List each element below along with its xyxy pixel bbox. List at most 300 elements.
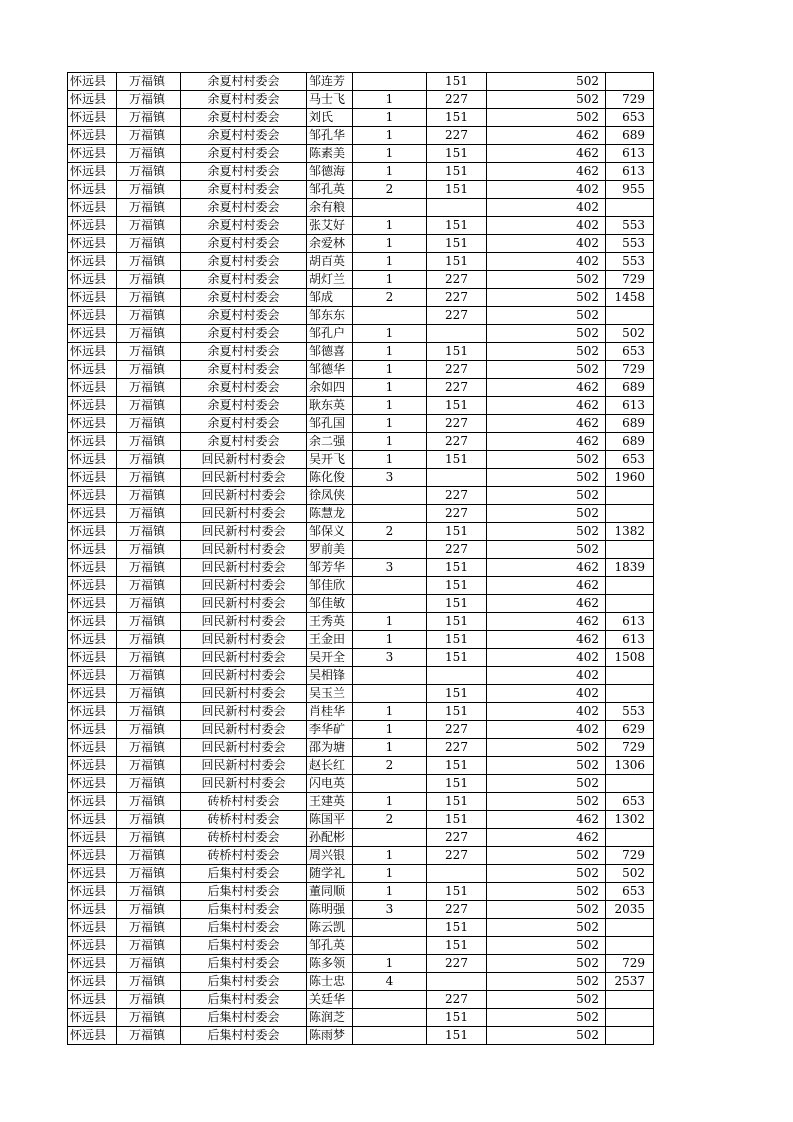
name-cell: 关廷华 bbox=[307, 991, 353, 1009]
table-row bbox=[68, 919, 654, 937]
village-committee-cell: 后集村村委会 bbox=[181, 865, 307, 883]
town-cell: 万福镇 bbox=[117, 217, 181, 235]
table-row bbox=[68, 145, 654, 163]
amount-a-cell: 227 bbox=[427, 379, 487, 397]
table-row bbox=[68, 397, 654, 415]
town-cell: 万福镇 bbox=[117, 937, 181, 955]
total-cell: 689 bbox=[606, 433, 654, 451]
amount-a-cell: 151 bbox=[427, 181, 487, 199]
count-cell: 2 bbox=[353, 181, 427, 199]
village-committee-cell: 回民新村村委会 bbox=[181, 523, 307, 541]
village-committee-cell: 回民新村村委会 bbox=[181, 451, 307, 469]
village-committee-cell: 回民新村村委会 bbox=[181, 487, 307, 505]
amount-a-cell: 151 bbox=[427, 1027, 487, 1045]
table-row bbox=[68, 955, 654, 973]
town-cell: 万福镇 bbox=[117, 757, 181, 775]
name-cell: 邹东东 bbox=[307, 307, 353, 325]
town-cell: 万福镇 bbox=[117, 91, 181, 109]
total-cell bbox=[606, 541, 654, 559]
table-row bbox=[68, 451, 654, 469]
amount-b-cell: 502 bbox=[487, 955, 606, 973]
table-row bbox=[68, 379, 654, 397]
total-cell: 729 bbox=[606, 91, 654, 109]
table-row bbox=[68, 325, 654, 343]
name-cell: 吴开飞 bbox=[307, 451, 353, 469]
amount-a-cell: 151 bbox=[427, 775, 487, 793]
village-committee-cell: 余夏村村委会 bbox=[181, 181, 307, 199]
total-cell: 689 bbox=[606, 127, 654, 145]
count-cell bbox=[353, 505, 427, 523]
total-cell: 729 bbox=[606, 847, 654, 865]
name-cell: 罗前美 bbox=[307, 541, 353, 559]
table-row bbox=[68, 73, 654, 91]
amount-b-cell: 462 bbox=[487, 613, 606, 631]
amount-b-cell: 502 bbox=[487, 973, 606, 991]
town-cell: 万福镇 bbox=[117, 289, 181, 307]
village-committee-cell: 余夏村村委会 bbox=[181, 145, 307, 163]
name-cell: 随学礼 bbox=[307, 865, 353, 883]
table-row bbox=[68, 1009, 654, 1027]
count-cell bbox=[353, 487, 427, 505]
total-cell: 653 bbox=[606, 793, 654, 811]
village-committee-cell: 回民新村村委会 bbox=[181, 559, 307, 577]
village-committee-cell: 余夏村村委会 bbox=[181, 199, 307, 217]
total-cell bbox=[606, 595, 654, 613]
amount-b-cell: 462 bbox=[487, 631, 606, 649]
count-cell: 1 bbox=[353, 433, 427, 451]
total-cell bbox=[606, 1027, 654, 1045]
name-cell: 闪电英 bbox=[307, 775, 353, 793]
amount-b-cell: 402 bbox=[487, 181, 606, 199]
amount-a-cell bbox=[427, 469, 487, 487]
town-cell: 万福镇 bbox=[117, 865, 181, 883]
table-row bbox=[68, 973, 654, 991]
amount-a-cell: 151 bbox=[427, 757, 487, 775]
name-cell: 邹佳欣 bbox=[307, 577, 353, 595]
village-committee-cell: 后集村村委会 bbox=[181, 937, 307, 955]
town-cell: 万福镇 bbox=[117, 361, 181, 379]
table-row bbox=[68, 685, 654, 703]
count-cell: 1 bbox=[353, 847, 427, 865]
name-cell: 吴玉兰 bbox=[307, 685, 353, 703]
county-cell: 怀远县 bbox=[68, 865, 117, 883]
amount-a-cell bbox=[427, 199, 487, 217]
town-cell: 万福镇 bbox=[117, 163, 181, 181]
town-cell: 万福镇 bbox=[117, 793, 181, 811]
count-cell: 2 bbox=[353, 523, 427, 541]
count-cell: 2 bbox=[353, 289, 427, 307]
count-cell bbox=[353, 577, 427, 595]
village-committee-cell: 回民新村村委会 bbox=[181, 631, 307, 649]
amount-b-cell: 402 bbox=[487, 667, 606, 685]
amount-a-cell: 227 bbox=[427, 847, 487, 865]
village-committee-cell: 余夏村村委会 bbox=[181, 433, 307, 451]
count-cell bbox=[353, 595, 427, 613]
amount-b-cell: 502 bbox=[487, 109, 606, 127]
total-cell: 613 bbox=[606, 145, 654, 163]
village-committee-cell: 余夏村村委会 bbox=[181, 361, 307, 379]
village-committee-cell: 后集村村委会 bbox=[181, 919, 307, 937]
amount-b-cell: 402 bbox=[487, 721, 606, 739]
name-cell: 邹德海 bbox=[307, 163, 353, 181]
name-cell: 刘氏 bbox=[307, 109, 353, 127]
amount-b-cell: 502 bbox=[487, 289, 606, 307]
total-cell: 553 bbox=[606, 217, 654, 235]
county-cell: 怀远县 bbox=[68, 199, 117, 217]
county-cell: 怀远县 bbox=[68, 379, 117, 397]
county-cell: 怀远县 bbox=[68, 91, 117, 109]
town-cell: 万福镇 bbox=[117, 1027, 181, 1045]
town-cell: 万福镇 bbox=[117, 325, 181, 343]
name-cell: 陈化俊 bbox=[307, 469, 353, 487]
village-committee-cell: 余夏村村委会 bbox=[181, 91, 307, 109]
count-cell: 1 bbox=[353, 109, 427, 127]
amount-a-cell: 227 bbox=[427, 901, 487, 919]
amount-a-cell: 151 bbox=[427, 145, 487, 163]
town-cell: 万福镇 bbox=[117, 595, 181, 613]
county-cell: 怀远县 bbox=[68, 703, 117, 721]
table-row bbox=[68, 577, 654, 595]
total-cell: 1302 bbox=[606, 811, 654, 829]
table-row bbox=[68, 505, 654, 523]
count-cell: 1 bbox=[353, 397, 427, 415]
name-cell: 余有粮 bbox=[307, 199, 353, 217]
name-cell: 陈慧龙 bbox=[307, 505, 353, 523]
county-cell: 怀远县 bbox=[68, 109, 117, 127]
amount-b-cell: 462 bbox=[487, 127, 606, 145]
total-cell: 653 bbox=[606, 451, 654, 469]
name-cell: 余如四 bbox=[307, 379, 353, 397]
amount-b-cell: 462 bbox=[487, 379, 606, 397]
town-cell: 万福镇 bbox=[117, 379, 181, 397]
name-cell: 邹德喜 bbox=[307, 343, 353, 361]
county-cell: 怀远县 bbox=[68, 811, 117, 829]
total-cell bbox=[606, 199, 654, 217]
town-cell: 万福镇 bbox=[117, 649, 181, 667]
amount-b-cell: 502 bbox=[487, 883, 606, 901]
name-cell: 邹孔英 bbox=[307, 937, 353, 955]
total-cell bbox=[606, 919, 654, 937]
amount-a-cell: 227 bbox=[427, 307, 487, 325]
village-committee-cell: 后集村村委会 bbox=[181, 991, 307, 1009]
name-cell: 徐凤侠 bbox=[307, 487, 353, 505]
amount-b-cell: 462 bbox=[487, 397, 606, 415]
amount-a-cell: 151 bbox=[427, 649, 487, 667]
total-cell: 653 bbox=[606, 109, 654, 127]
total-cell: 553 bbox=[606, 703, 654, 721]
amount-b-cell: 462 bbox=[487, 559, 606, 577]
amount-b-cell: 402 bbox=[487, 253, 606, 271]
amount-a-cell: 227 bbox=[427, 271, 487, 289]
total-cell: 689 bbox=[606, 379, 654, 397]
table-row bbox=[68, 541, 654, 559]
amount-b-cell: 502 bbox=[487, 487, 606, 505]
amount-a-cell: 151 bbox=[427, 613, 487, 631]
county-cell: 怀远县 bbox=[68, 973, 117, 991]
total-cell: 729 bbox=[606, 361, 654, 379]
data-table bbox=[67, 72, 654, 1045]
town-cell: 万福镇 bbox=[117, 847, 181, 865]
county-cell: 怀远县 bbox=[68, 271, 117, 289]
table-row bbox=[68, 343, 654, 361]
village-committee-cell: 后集村村委会 bbox=[181, 973, 307, 991]
county-cell: 怀远县 bbox=[68, 397, 117, 415]
amount-b-cell: 502 bbox=[487, 73, 606, 91]
name-cell: 陈明强 bbox=[307, 901, 353, 919]
count-cell: 1 bbox=[353, 253, 427, 271]
table-row bbox=[68, 415, 654, 433]
count-cell: 3 bbox=[353, 469, 427, 487]
amount-a-cell: 151 bbox=[427, 253, 487, 271]
village-committee-cell: 砖桥村村委会 bbox=[181, 793, 307, 811]
name-cell: 肖桂华 bbox=[307, 703, 353, 721]
village-committee-cell: 余夏村村委会 bbox=[181, 109, 307, 127]
amount-a-cell: 151 bbox=[427, 397, 487, 415]
town-cell: 万福镇 bbox=[117, 829, 181, 847]
town-cell: 万福镇 bbox=[117, 487, 181, 505]
total-cell bbox=[606, 685, 654, 703]
town-cell: 万福镇 bbox=[117, 577, 181, 595]
total-cell: 1508 bbox=[606, 649, 654, 667]
county-cell: 怀远县 bbox=[68, 793, 117, 811]
village-committee-cell: 砖桥村村委会 bbox=[181, 811, 307, 829]
count-cell bbox=[353, 685, 427, 703]
table-row bbox=[68, 271, 654, 289]
name-cell: 邵为塘 bbox=[307, 739, 353, 757]
count-cell bbox=[353, 775, 427, 793]
total-cell bbox=[606, 667, 654, 685]
town-cell: 万福镇 bbox=[117, 613, 181, 631]
table-row bbox=[68, 433, 654, 451]
town-cell: 万福镇 bbox=[117, 181, 181, 199]
name-cell: 王秀英 bbox=[307, 613, 353, 631]
county-cell: 怀远县 bbox=[68, 559, 117, 577]
name-cell: 邹佳敏 bbox=[307, 595, 353, 613]
village-committee-cell: 回民新村村委会 bbox=[181, 775, 307, 793]
count-cell: 2 bbox=[353, 811, 427, 829]
village-committee-cell: 余夏村村委会 bbox=[181, 397, 307, 415]
amount-a-cell: 227 bbox=[427, 541, 487, 559]
amount-b-cell: 462 bbox=[487, 433, 606, 451]
county-cell: 怀远县 bbox=[68, 469, 117, 487]
village-committee-cell: 回民新村村委会 bbox=[181, 685, 307, 703]
county-cell: 怀远县 bbox=[68, 235, 117, 253]
amount-a-cell: 227 bbox=[427, 127, 487, 145]
village-committee-cell: 回民新村村委会 bbox=[181, 577, 307, 595]
town-cell: 万福镇 bbox=[117, 991, 181, 1009]
village-committee-cell: 余夏村村委会 bbox=[181, 271, 307, 289]
name-cell: 邹保义 bbox=[307, 523, 353, 541]
village-committee-cell: 余夏村村委会 bbox=[181, 235, 307, 253]
amount-a-cell bbox=[427, 667, 487, 685]
total-cell bbox=[606, 829, 654, 847]
table-row bbox=[68, 559, 654, 577]
amount-a-cell: 151 bbox=[427, 919, 487, 937]
count-cell: 1 bbox=[353, 865, 427, 883]
amount-a-cell: 151 bbox=[427, 631, 487, 649]
village-committee-cell: 回民新村村委会 bbox=[181, 757, 307, 775]
amount-a-cell: 227 bbox=[427, 289, 487, 307]
town-cell: 万福镇 bbox=[117, 541, 181, 559]
county-cell: 怀远县 bbox=[68, 775, 117, 793]
amount-b-cell: 462 bbox=[487, 595, 606, 613]
county-cell: 怀远县 bbox=[68, 307, 117, 325]
total-cell: 553 bbox=[606, 253, 654, 271]
county-cell: 怀远县 bbox=[68, 937, 117, 955]
town-cell: 万福镇 bbox=[117, 73, 181, 91]
village-committee-cell: 后集村村委会 bbox=[181, 883, 307, 901]
town-cell: 万福镇 bbox=[117, 127, 181, 145]
village-committee-cell: 回民新村村委会 bbox=[181, 469, 307, 487]
village-committee-cell: 回民新村村委会 bbox=[181, 703, 307, 721]
county-cell: 怀远县 bbox=[68, 631, 117, 649]
village-committee-cell: 余夏村村委会 bbox=[181, 343, 307, 361]
count-cell: 1 bbox=[353, 91, 427, 109]
name-cell: 邹孔国 bbox=[307, 415, 353, 433]
county-cell: 怀远县 bbox=[68, 667, 117, 685]
count-cell bbox=[353, 919, 427, 937]
amount-b-cell: 502 bbox=[487, 523, 606, 541]
village-committee-cell: 余夏村村委会 bbox=[181, 217, 307, 235]
name-cell: 邹孔华 bbox=[307, 127, 353, 145]
amount-b-cell: 462 bbox=[487, 145, 606, 163]
town-cell: 万福镇 bbox=[117, 721, 181, 739]
table-row bbox=[68, 181, 654, 199]
town-cell: 万福镇 bbox=[117, 901, 181, 919]
table-row bbox=[68, 721, 654, 739]
county-cell: 怀远县 bbox=[68, 883, 117, 901]
amount-b-cell: 462 bbox=[487, 163, 606, 181]
name-cell: 张艾好 bbox=[307, 217, 353, 235]
total-cell bbox=[606, 775, 654, 793]
county-cell: 怀远县 bbox=[68, 361, 117, 379]
county-cell: 怀远县 bbox=[68, 1009, 117, 1027]
count-cell: 1 bbox=[353, 163, 427, 181]
town-cell: 万福镇 bbox=[117, 883, 181, 901]
count-cell: 1 bbox=[353, 325, 427, 343]
count-cell: 3 bbox=[353, 901, 427, 919]
table-row bbox=[68, 361, 654, 379]
county-cell: 怀远县 bbox=[68, 721, 117, 739]
count-cell bbox=[353, 991, 427, 1009]
name-cell: 马士飞 bbox=[307, 91, 353, 109]
amount-a-cell: 151 bbox=[427, 703, 487, 721]
amount-a-cell bbox=[427, 973, 487, 991]
county-cell: 怀远县 bbox=[68, 847, 117, 865]
total-cell bbox=[606, 937, 654, 955]
total-cell: 613 bbox=[606, 631, 654, 649]
amount-a-cell: 227 bbox=[427, 991, 487, 1009]
name-cell: 孙配彬 bbox=[307, 829, 353, 847]
name-cell: 吴相锋 bbox=[307, 667, 353, 685]
count-cell: 1 bbox=[353, 343, 427, 361]
amount-b-cell: 502 bbox=[487, 271, 606, 289]
amount-a-cell: 151 bbox=[427, 109, 487, 127]
count-cell: 1 bbox=[353, 235, 427, 253]
total-cell: 629 bbox=[606, 721, 654, 739]
village-committee-cell: 余夏村村委会 bbox=[181, 73, 307, 91]
table-row bbox=[68, 937, 654, 955]
total-cell bbox=[606, 505, 654, 523]
town-cell: 万福镇 bbox=[117, 415, 181, 433]
county-cell: 怀远县 bbox=[68, 415, 117, 433]
table-row bbox=[68, 235, 654, 253]
village-committee-cell: 回民新村村委会 bbox=[181, 595, 307, 613]
table-row bbox=[68, 667, 654, 685]
amount-b-cell: 502 bbox=[487, 919, 606, 937]
amount-b-cell: 462 bbox=[487, 829, 606, 847]
county-cell: 怀远县 bbox=[68, 1027, 117, 1045]
amount-a-cell: 227 bbox=[427, 955, 487, 973]
town-cell: 万福镇 bbox=[117, 109, 181, 127]
total-cell: 1458 bbox=[606, 289, 654, 307]
count-cell: 1 bbox=[353, 631, 427, 649]
county-cell: 怀远县 bbox=[68, 613, 117, 631]
town-cell: 万福镇 bbox=[117, 685, 181, 703]
amount-a-cell: 151 bbox=[427, 1009, 487, 1027]
name-cell: 陈润芝 bbox=[307, 1009, 353, 1027]
amount-b-cell: 402 bbox=[487, 199, 606, 217]
amount-b-cell: 402 bbox=[487, 703, 606, 721]
amount-a-cell bbox=[427, 325, 487, 343]
table-row bbox=[68, 793, 654, 811]
table-row bbox=[68, 775, 654, 793]
count-cell: 1 bbox=[353, 955, 427, 973]
total-cell: 553 bbox=[606, 235, 654, 253]
amount-b-cell: 502 bbox=[487, 865, 606, 883]
amount-a-cell: 151 bbox=[427, 937, 487, 955]
table-row bbox=[68, 163, 654, 181]
amount-a-cell: 227 bbox=[427, 91, 487, 109]
total-cell: 955 bbox=[606, 181, 654, 199]
total-cell: 502 bbox=[606, 865, 654, 883]
amount-a-cell: 151 bbox=[427, 685, 487, 703]
total-cell: 2537 bbox=[606, 973, 654, 991]
amount-b-cell: 502 bbox=[487, 541, 606, 559]
name-cell: 胡百英 bbox=[307, 253, 353, 271]
table-row bbox=[68, 1027, 654, 1045]
table-row bbox=[68, 217, 654, 235]
table-row bbox=[68, 829, 654, 847]
county-cell: 怀远县 bbox=[68, 739, 117, 757]
county-cell: 怀远县 bbox=[68, 127, 117, 145]
table-row bbox=[68, 199, 654, 217]
village-committee-cell: 余夏村村委会 bbox=[181, 289, 307, 307]
count-cell: 1 bbox=[353, 739, 427, 757]
county-cell: 怀远县 bbox=[68, 919, 117, 937]
amount-a-cell: 227 bbox=[427, 829, 487, 847]
name-cell: 邹连芳 bbox=[307, 73, 353, 91]
table-row bbox=[68, 469, 654, 487]
town-cell: 万福镇 bbox=[117, 739, 181, 757]
table-row bbox=[68, 883, 654, 901]
amount-b-cell: 502 bbox=[487, 847, 606, 865]
count-cell: 1 bbox=[353, 883, 427, 901]
count-cell bbox=[353, 1009, 427, 1027]
village-committee-cell: 后集村村委会 bbox=[181, 1027, 307, 1045]
village-committee-cell: 后集村村委会 bbox=[181, 955, 307, 973]
village-committee-cell: 回民新村村委会 bbox=[181, 739, 307, 757]
amount-b-cell: 502 bbox=[487, 307, 606, 325]
table-row bbox=[68, 523, 654, 541]
count-cell bbox=[353, 937, 427, 955]
town-cell: 万福镇 bbox=[117, 1009, 181, 1027]
amount-a-cell: 151 bbox=[427, 73, 487, 91]
name-cell: 吴开全 bbox=[307, 649, 353, 667]
town-cell: 万福镇 bbox=[117, 523, 181, 541]
amount-a-cell: 151 bbox=[427, 793, 487, 811]
total-cell: 502 bbox=[606, 325, 654, 343]
